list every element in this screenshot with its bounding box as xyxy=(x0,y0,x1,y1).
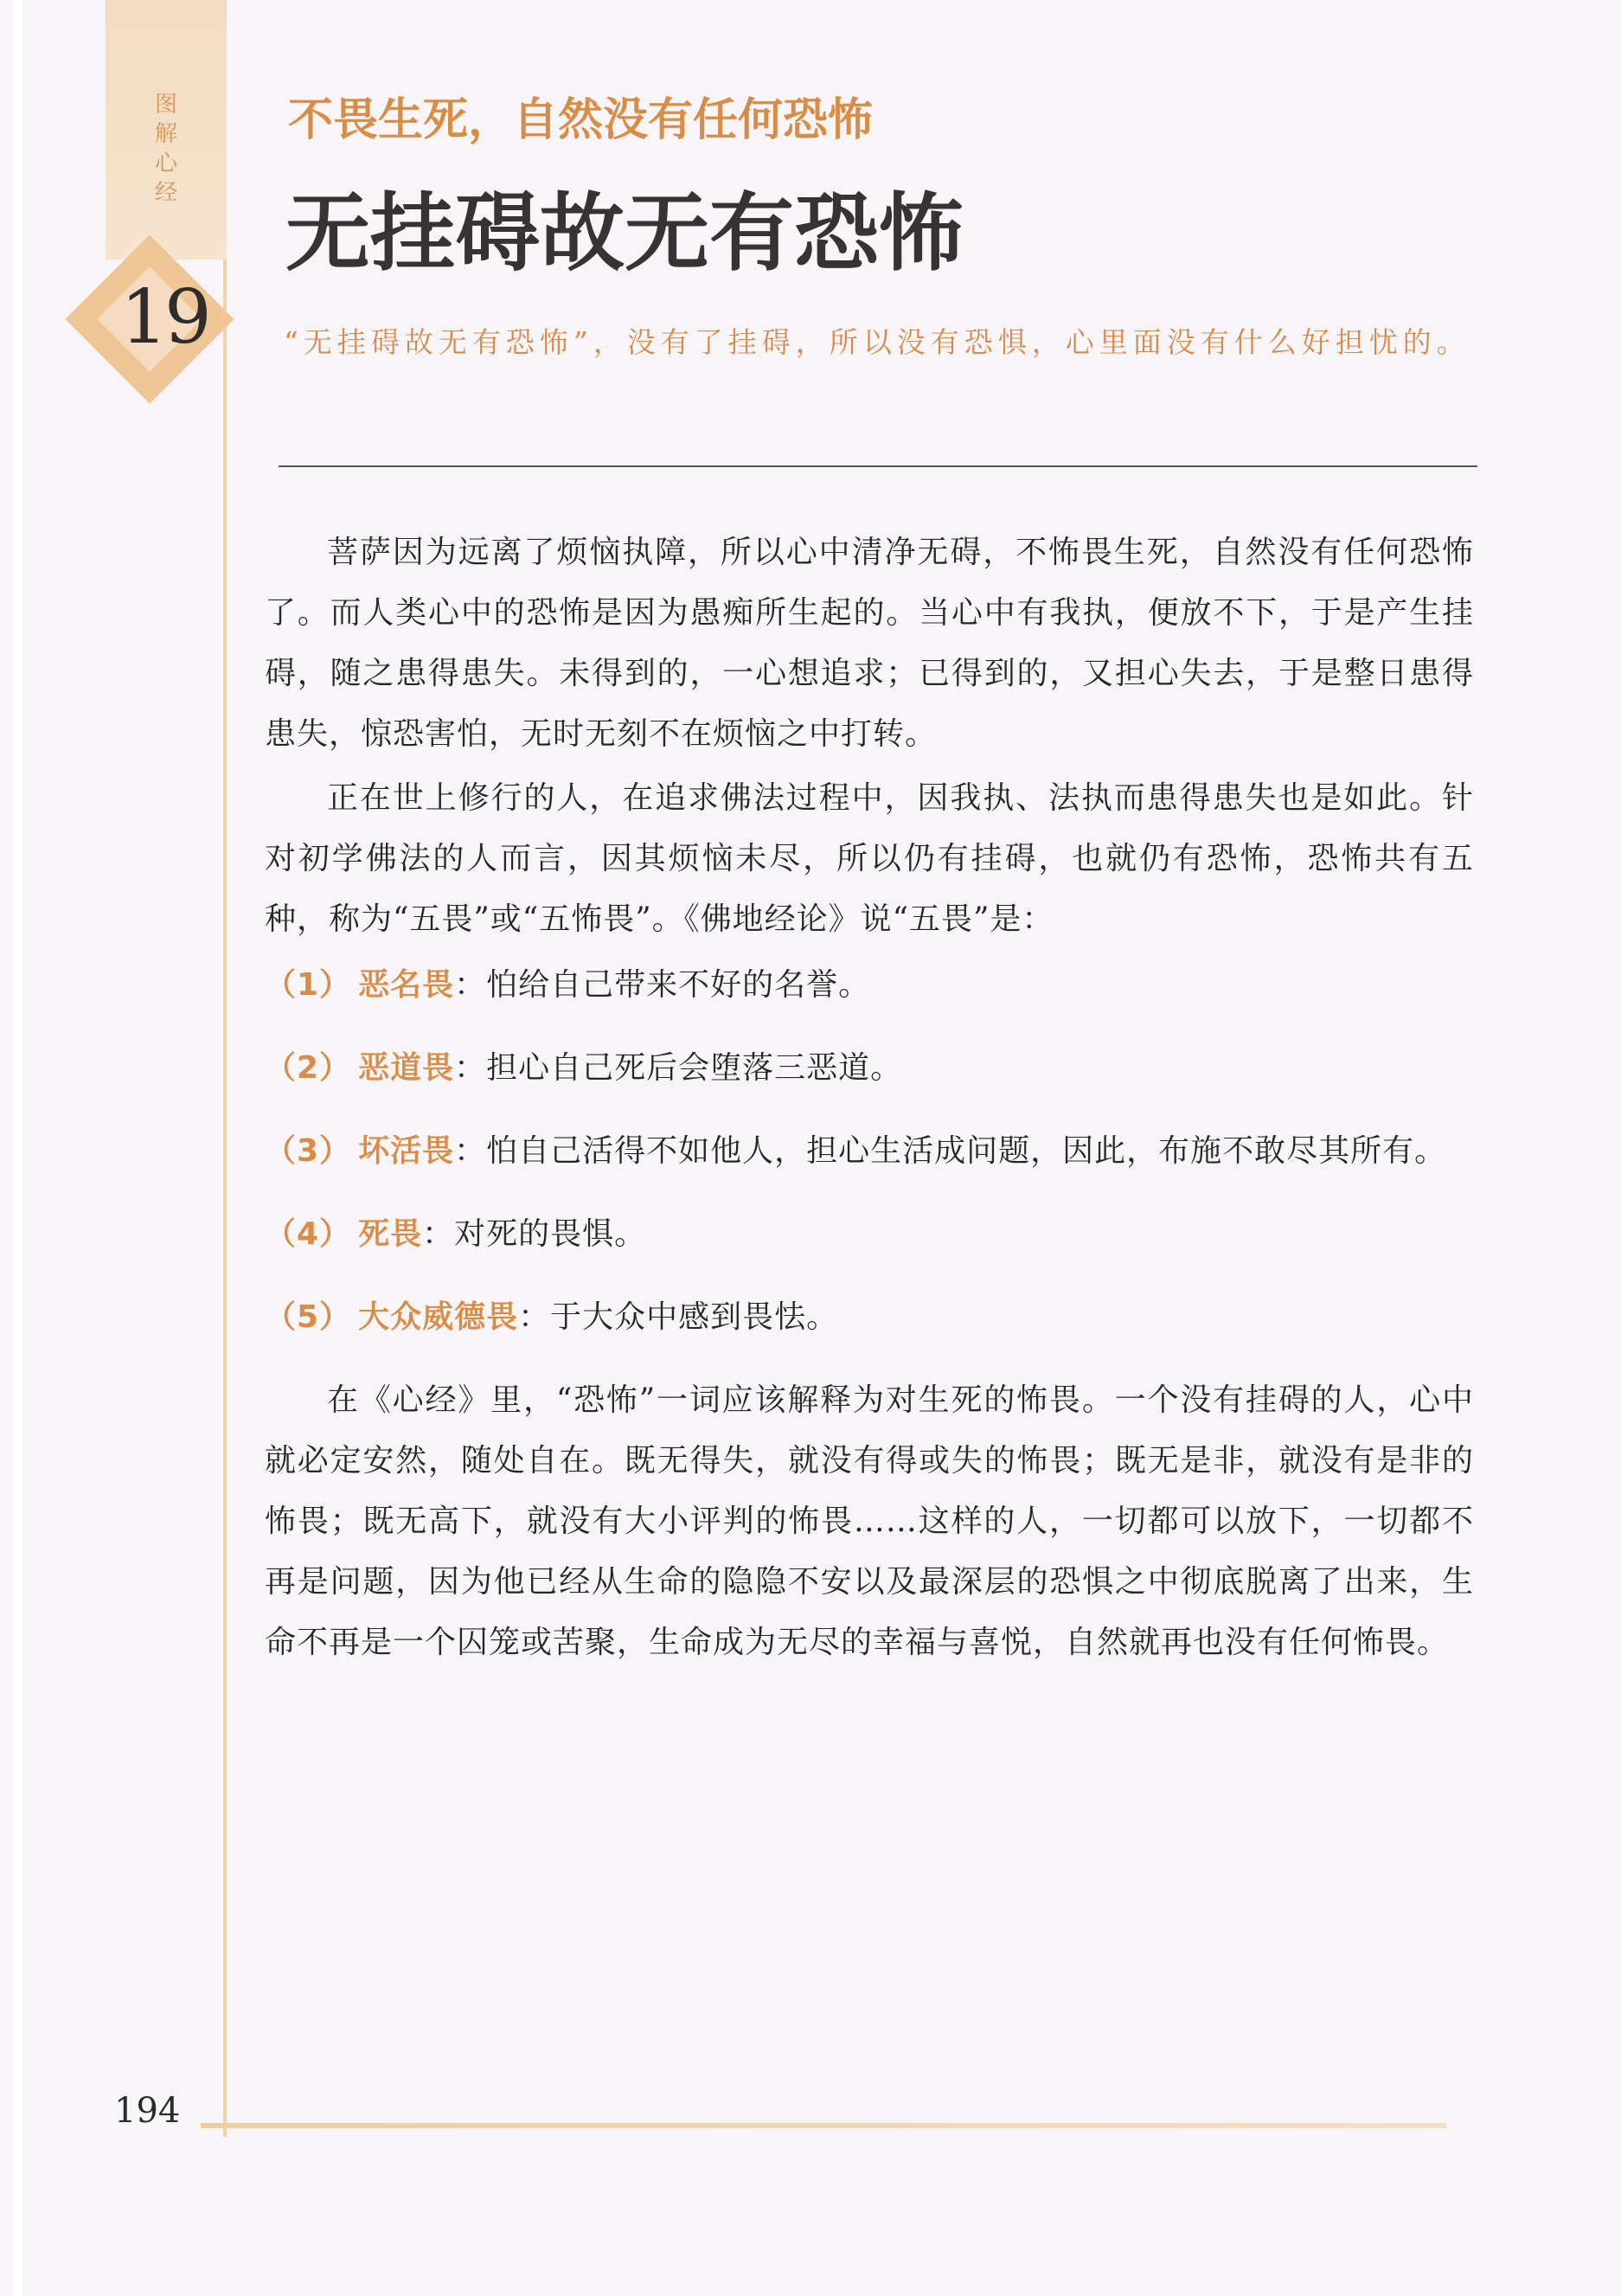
fear-item xyxy=(265,1038,1474,1099)
fear-number: （2） xyxy=(265,1050,352,1086)
fear-description: ：担心自己死后会堕落三恶道。 xyxy=(454,1050,903,1086)
fear-name: 坏活畏 xyxy=(358,1133,455,1169)
chapter-intro: “无挂碍故无有恐怖”，没有了挂碍，所以没有恐惧，心里面没有什么好担忧的。 xyxy=(284,325,1470,359)
chapter-title: 无挂碍故无有恐怖 xyxy=(285,183,964,283)
fear-description: ：对死的畏惧。 xyxy=(422,1216,647,1252)
fear-name: 大众威德畏 xyxy=(358,1299,519,1335)
paragraph: 正在世上修行的人，在追求佛法过程中，因我执、法执而患得患失也是如此。针对初学佛法的人而言，因其烦恼未尽，所以仍有挂碍，也就仍有恐怖，恐怖共有五种，称为“五畏”或“五怖畏”。《佛地经论》说“五畏”是： xyxy=(265,780,1474,937)
fear-number: （4） xyxy=(265,1216,352,1252)
fear-description: ：于大众中感到畏怯。 xyxy=(518,1299,839,1335)
side-rule xyxy=(223,260,227,2137)
paragraph: 菩萨因为远离了烦恼执障，所以心中清净无碍，不怖畏生死，自然没有任何恐怖了。而人类心中的恐怖是因为愚痴所生起的。当心中有我执，便放不下，于是产生挂碍，随之患得患失。未得到的，一心想追求；已得到的，又担心失去，于是整日患得患失，惊恐害怕，无时无刻不在烦恼之中打转。 xyxy=(265,535,1474,752)
header-divider xyxy=(279,465,1477,467)
series-label-char: 经 xyxy=(154,180,177,206)
page-number: 194 xyxy=(114,2091,181,2131)
fear-description: ：怕给自己带来不好的名誉。 xyxy=(454,967,871,1003)
page-edge xyxy=(14,0,22,2296)
series-label-char: 解 xyxy=(154,121,177,147)
series-label-char: 心 xyxy=(154,151,177,176)
fear-item xyxy=(265,1287,1474,1348)
body-text xyxy=(265,523,1474,1677)
fear-name: 恶道畏 xyxy=(358,1050,455,1086)
fear-name: 恶名畏 xyxy=(358,967,455,1003)
five-fears-list xyxy=(265,955,1474,1348)
fear-number: （5） xyxy=(265,1299,352,1335)
fear-item xyxy=(265,1204,1474,1265)
footer-rule xyxy=(201,2123,1446,2128)
fear-number: （3） xyxy=(265,1133,352,1169)
closing-paragraph: 在《心经》里，“恐怖”一词应该解释为对生死的怖畏。一个没有挂碍的人，心中就必定安然，随处自在。既无得失，就没有得或失的怖畏；既无是非，就没有是非的怖畏；既无高下，就没有大小评判的怖畏……这样的人，一切都可以放下，一切都不再是问题，因为他已经从生命的隐隐不安以及最深层的恐惧之中彻底脱离了出来，生命不再是一个囚笼或苦聚，生命成为无尽的幸福与喜悦，自然就再也没有任何怖畏。 xyxy=(265,1382,1474,1660)
fear-name: 死畏 xyxy=(358,1216,423,1252)
fear-item xyxy=(265,1121,1474,1182)
chapter-subtitle: 不畏生死，自然没有任何恐怖 xyxy=(288,93,874,146)
fear-description: ：怕自己活得不如他人，担心生活成问题，因此，布施不敢尽其所有。 xyxy=(454,1133,1447,1169)
fear-number: （1） xyxy=(265,967,352,1003)
fear-item xyxy=(265,955,1474,1016)
chapter-number: 19 xyxy=(120,274,208,361)
series-label-char: 图 xyxy=(154,92,177,118)
series-label xyxy=(147,90,185,208)
